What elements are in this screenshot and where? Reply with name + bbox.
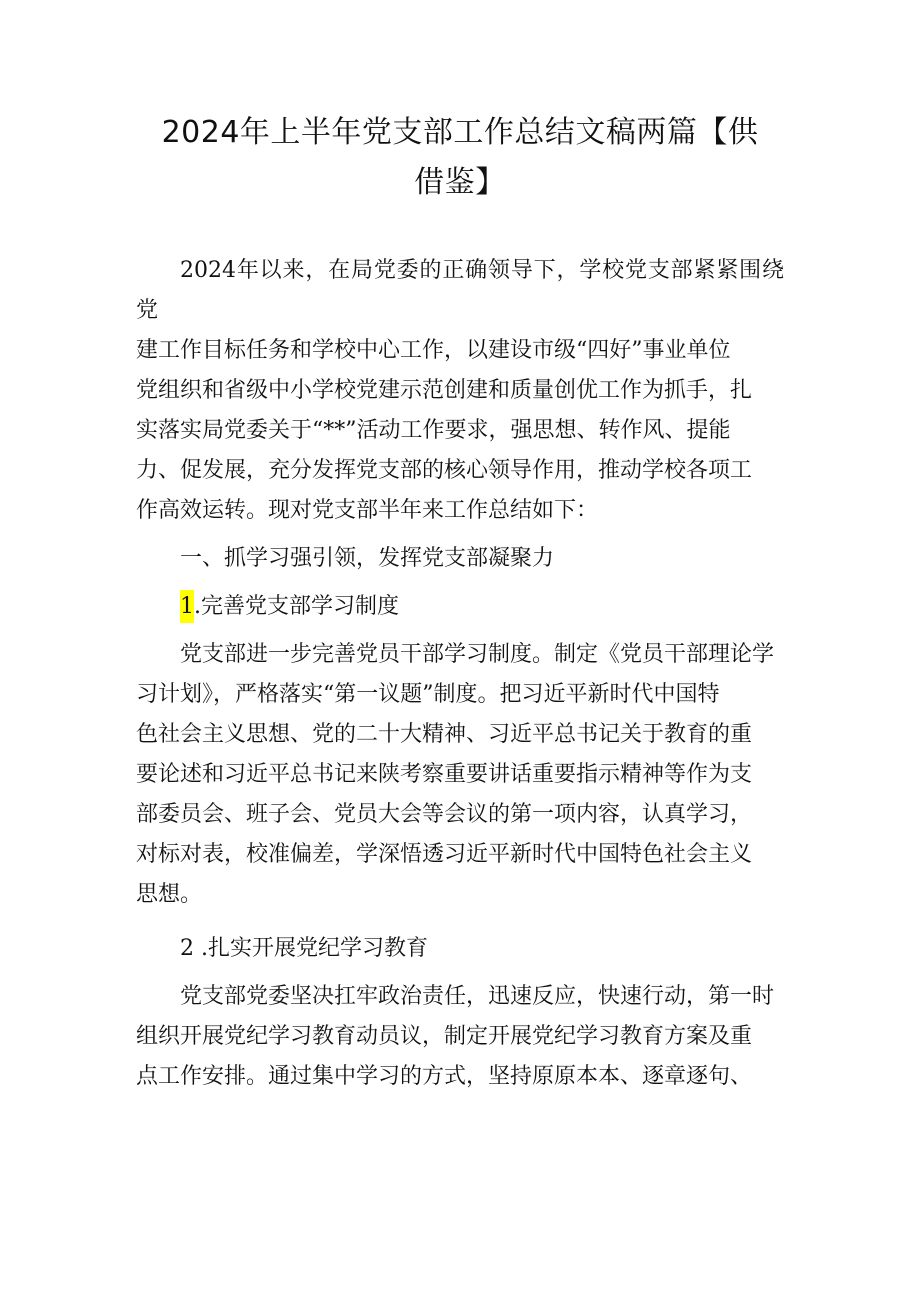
para1-line: 党支部进一步完善党员干部学习制度。制定《党员干部理论学 [180,642,775,667]
intro-line: 建工作目标任务和学校中心工作，以建设市级“四好”事业单位 [136,338,731,363]
para2-line: 党支部党委坚决扛牢政治责任，迅速反应，快速行动，第一时 [180,984,775,1009]
subsection-2-paragraph [136,977,784,1097]
intro-line: 力、促发展，充分发挥党支部的核心领导作用，推动学校各项工 [136,458,753,483]
subsection-1-heading [136,587,784,627]
para1-line: 对标对表，校准偏差，学深悟透习近平新时代中国特色社会主义 [136,842,753,867]
section-1-heading: 一、抓学习强引领，发挥党支部凝聚力 [180,546,555,571]
intro-line: 作高效运转。现对党支部半年来工作总结如下： [136,498,599,523]
intro-paragraph [136,251,784,531]
para1-line: 思想。 [136,882,203,907]
title-line-2: 借鉴】 [414,165,506,200]
para1-line: 习计划》，严格落实“第一议题”制度。把习近平新时代中国特 [136,682,720,707]
intro-line: 党组织和省级中小学校党建示范创建和质量创优工作为抓手，扎 [136,378,753,403]
para2-line: 点工作安排。通过集中学习的方式，坚持原原本本、逐章逐句、 [136,1064,753,1089]
para1-line: 色社会主义思想、党的二十大精神、习近平总书记关于教育的重 [136,722,753,747]
para1-line: 要论述和习近平总书记来陕考察重要讲话重要指示精神等作为支 [136,762,753,787]
para2-line: 组织开展党纪学习教育动员议，制定开展党纪学习教育方案及重 [136,1024,753,1049]
subsection-1-title: .完善党支部学习制度 [194,594,399,619]
para1-line: 部委员会、班子会、党员大会等会议的第一项内容，认真学习， [136,802,753,827]
subsection-1-paragraph [136,635,784,915]
title-line-1: 2024年上半年党支部工作总结文稿两篇【供 [161,115,759,150]
document-title [136,108,784,208]
subsection-2-heading: 2 .扎实开展党纪学习教育 [180,936,428,961]
document-body [136,251,784,1097]
intro-line: 2024年以来，在局党委的正确领导下，学校党支部紧紧围绕党 [136,258,784,323]
subsection-1-number: 1 [180,590,194,623]
intro-line: 实落实局党委关于“**”活动工作要求，强思想、转作风、提能 [136,418,731,443]
